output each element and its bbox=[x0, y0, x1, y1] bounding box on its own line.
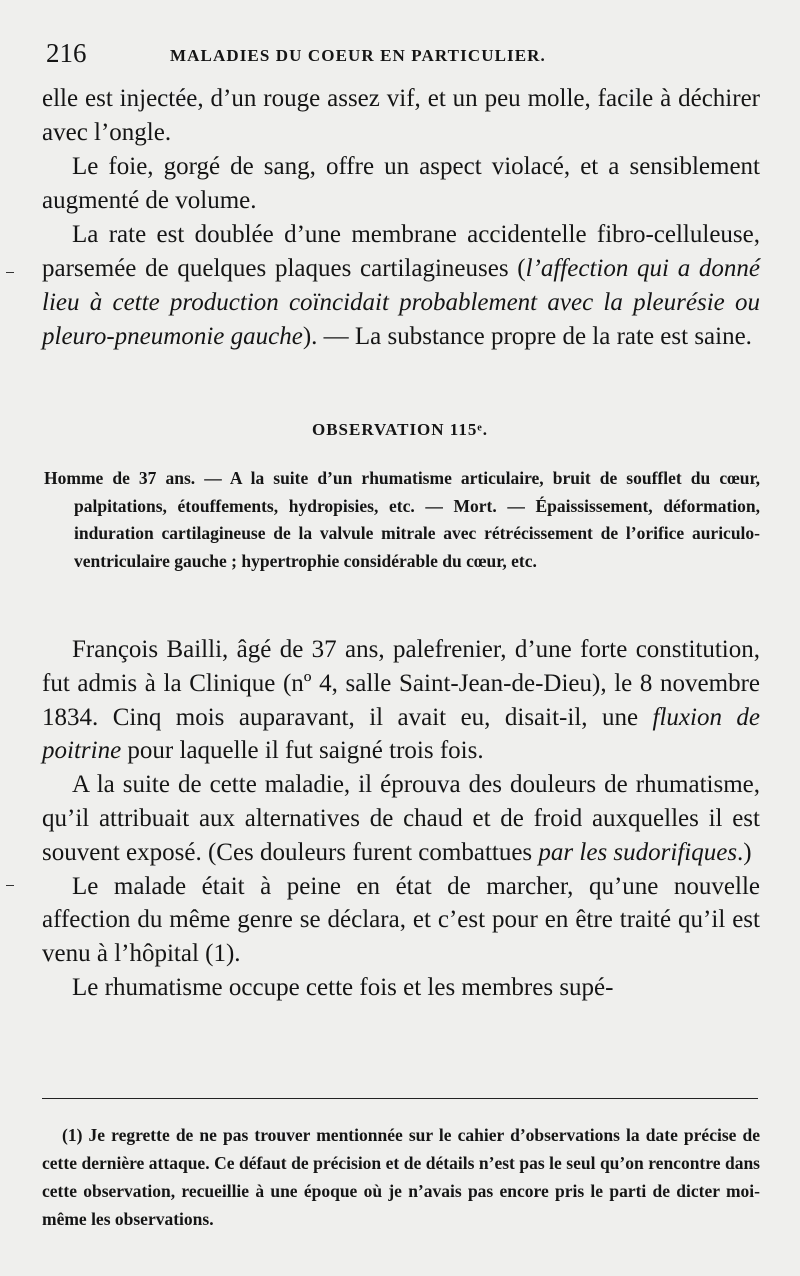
footnote-rule bbox=[42, 1098, 758, 1099]
intro-paragraph-3-italic: l’affection qui a donné lieu à cette production coïncidait probablement avec la pleurésie ou pleuro-pneumonie gauche bbox=[42, 255, 760, 350]
main-paragraph-4: Le rhumatisme occupe cette fois et les membres supé- bbox=[72, 973, 614, 1001]
observation-summary-text: Homme de 37 ans. — A la suite d’un rhumatisme articulaire, bruit de soufflet du cœur, palpitations, étouffements, hydropisies, etc. — Mort. — Épaississement, déformation, induration cartilagineuse de la valvule mitrale avec rétrécissement de l’orifice auriculo-ventriculaire gauche ; hypertrophie considérable du cœur, etc. bbox=[44, 468, 760, 571]
margin-mark bbox=[6, 272, 14, 273]
observation-title: OBSERVATION 115ᵉ. bbox=[311, 420, 489, 439]
intro-paragraph-3 bbox=[42, 218, 760, 354]
running-title: MALADIES DU COEUR EN PARTICULIER. bbox=[170, 46, 546, 65]
main-paragraph-2 bbox=[42, 768, 760, 869]
observation-text bbox=[42, 633, 760, 1005]
main-paragraph-1-end: pour laquelle il fut saigné trois fois. bbox=[121, 737, 484, 765]
main-paragraph-2-end: .) bbox=[737, 838, 752, 866]
footnote bbox=[42, 1121, 760, 1233]
main-paragraph-1-italic: fluxion de poitrine bbox=[42, 703, 760, 765]
intro-paragraph-3-end: ). — La substance propre de la rate est saine. bbox=[302, 323, 752, 350]
intro-text bbox=[42, 82, 760, 354]
intro-paragraph-1: elle est injectée, d’un rouge assez vif, et un peu molle, facile à déchirer avec l’ongle. bbox=[42, 85, 760, 146]
footnote-text: (1) Je regrette de ne pas trouver mentionnée sur le cahier d’observations la date précise de cette dernière attaque. Ce défaut de précision et de détails n’est pas le seul qu’on rencontre dans cette observation, recueillie à une époque où je n’avais pas encore pris le parti de dicter moi-même les observations. bbox=[42, 1125, 760, 1229]
main-paragraph-2-start: A la suite de cette maladie, il éprouva des douleurs de rhumatisme, qu’il attribuait aux alternatives de chaud et de froid auxquelles il est souvent exposé. (Ces douleurs furent combattues bbox=[42, 771, 760, 866]
page-number: 216 bbox=[46, 38, 87, 68]
margin-mark bbox=[6, 885, 14, 886]
main-paragraph-1 bbox=[42, 633, 760, 768]
intro-paragraph-3-start: La rate est doublée d’une membrane accidentelle fibro-celluleuse, parsemée de quelques plaques cartilagineuses ( bbox=[42, 221, 760, 282]
main-paragraph-1-start: François Bailli, âgé de 37 ans, palefrenier, d’une forte constitution, fut admis à la Clinique (nº 4, salle Saint-Jean-de-Dieu), le 8 novembre 1834. Cinq mois auparavant, il avait eu, disait-il, une bbox=[42, 636, 760, 731]
observation-summary bbox=[44, 465, 760, 575]
page-header bbox=[42, 36, 758, 76]
intro-paragraph-2: Le foie, gorgé de sang, offre un aspect violacé, et a sensiblement augmenté de volume. bbox=[42, 153, 760, 214]
main-paragraph-2-italic: par les sudorifiques bbox=[538, 838, 738, 866]
main-paragraph-3: Le malade était à peine en état de marcher, qu’une nouvelle affection du même genre se déclara, et c’est pour en être traité qu’il est venu à l’hôpital (1). bbox=[42, 872, 760, 968]
